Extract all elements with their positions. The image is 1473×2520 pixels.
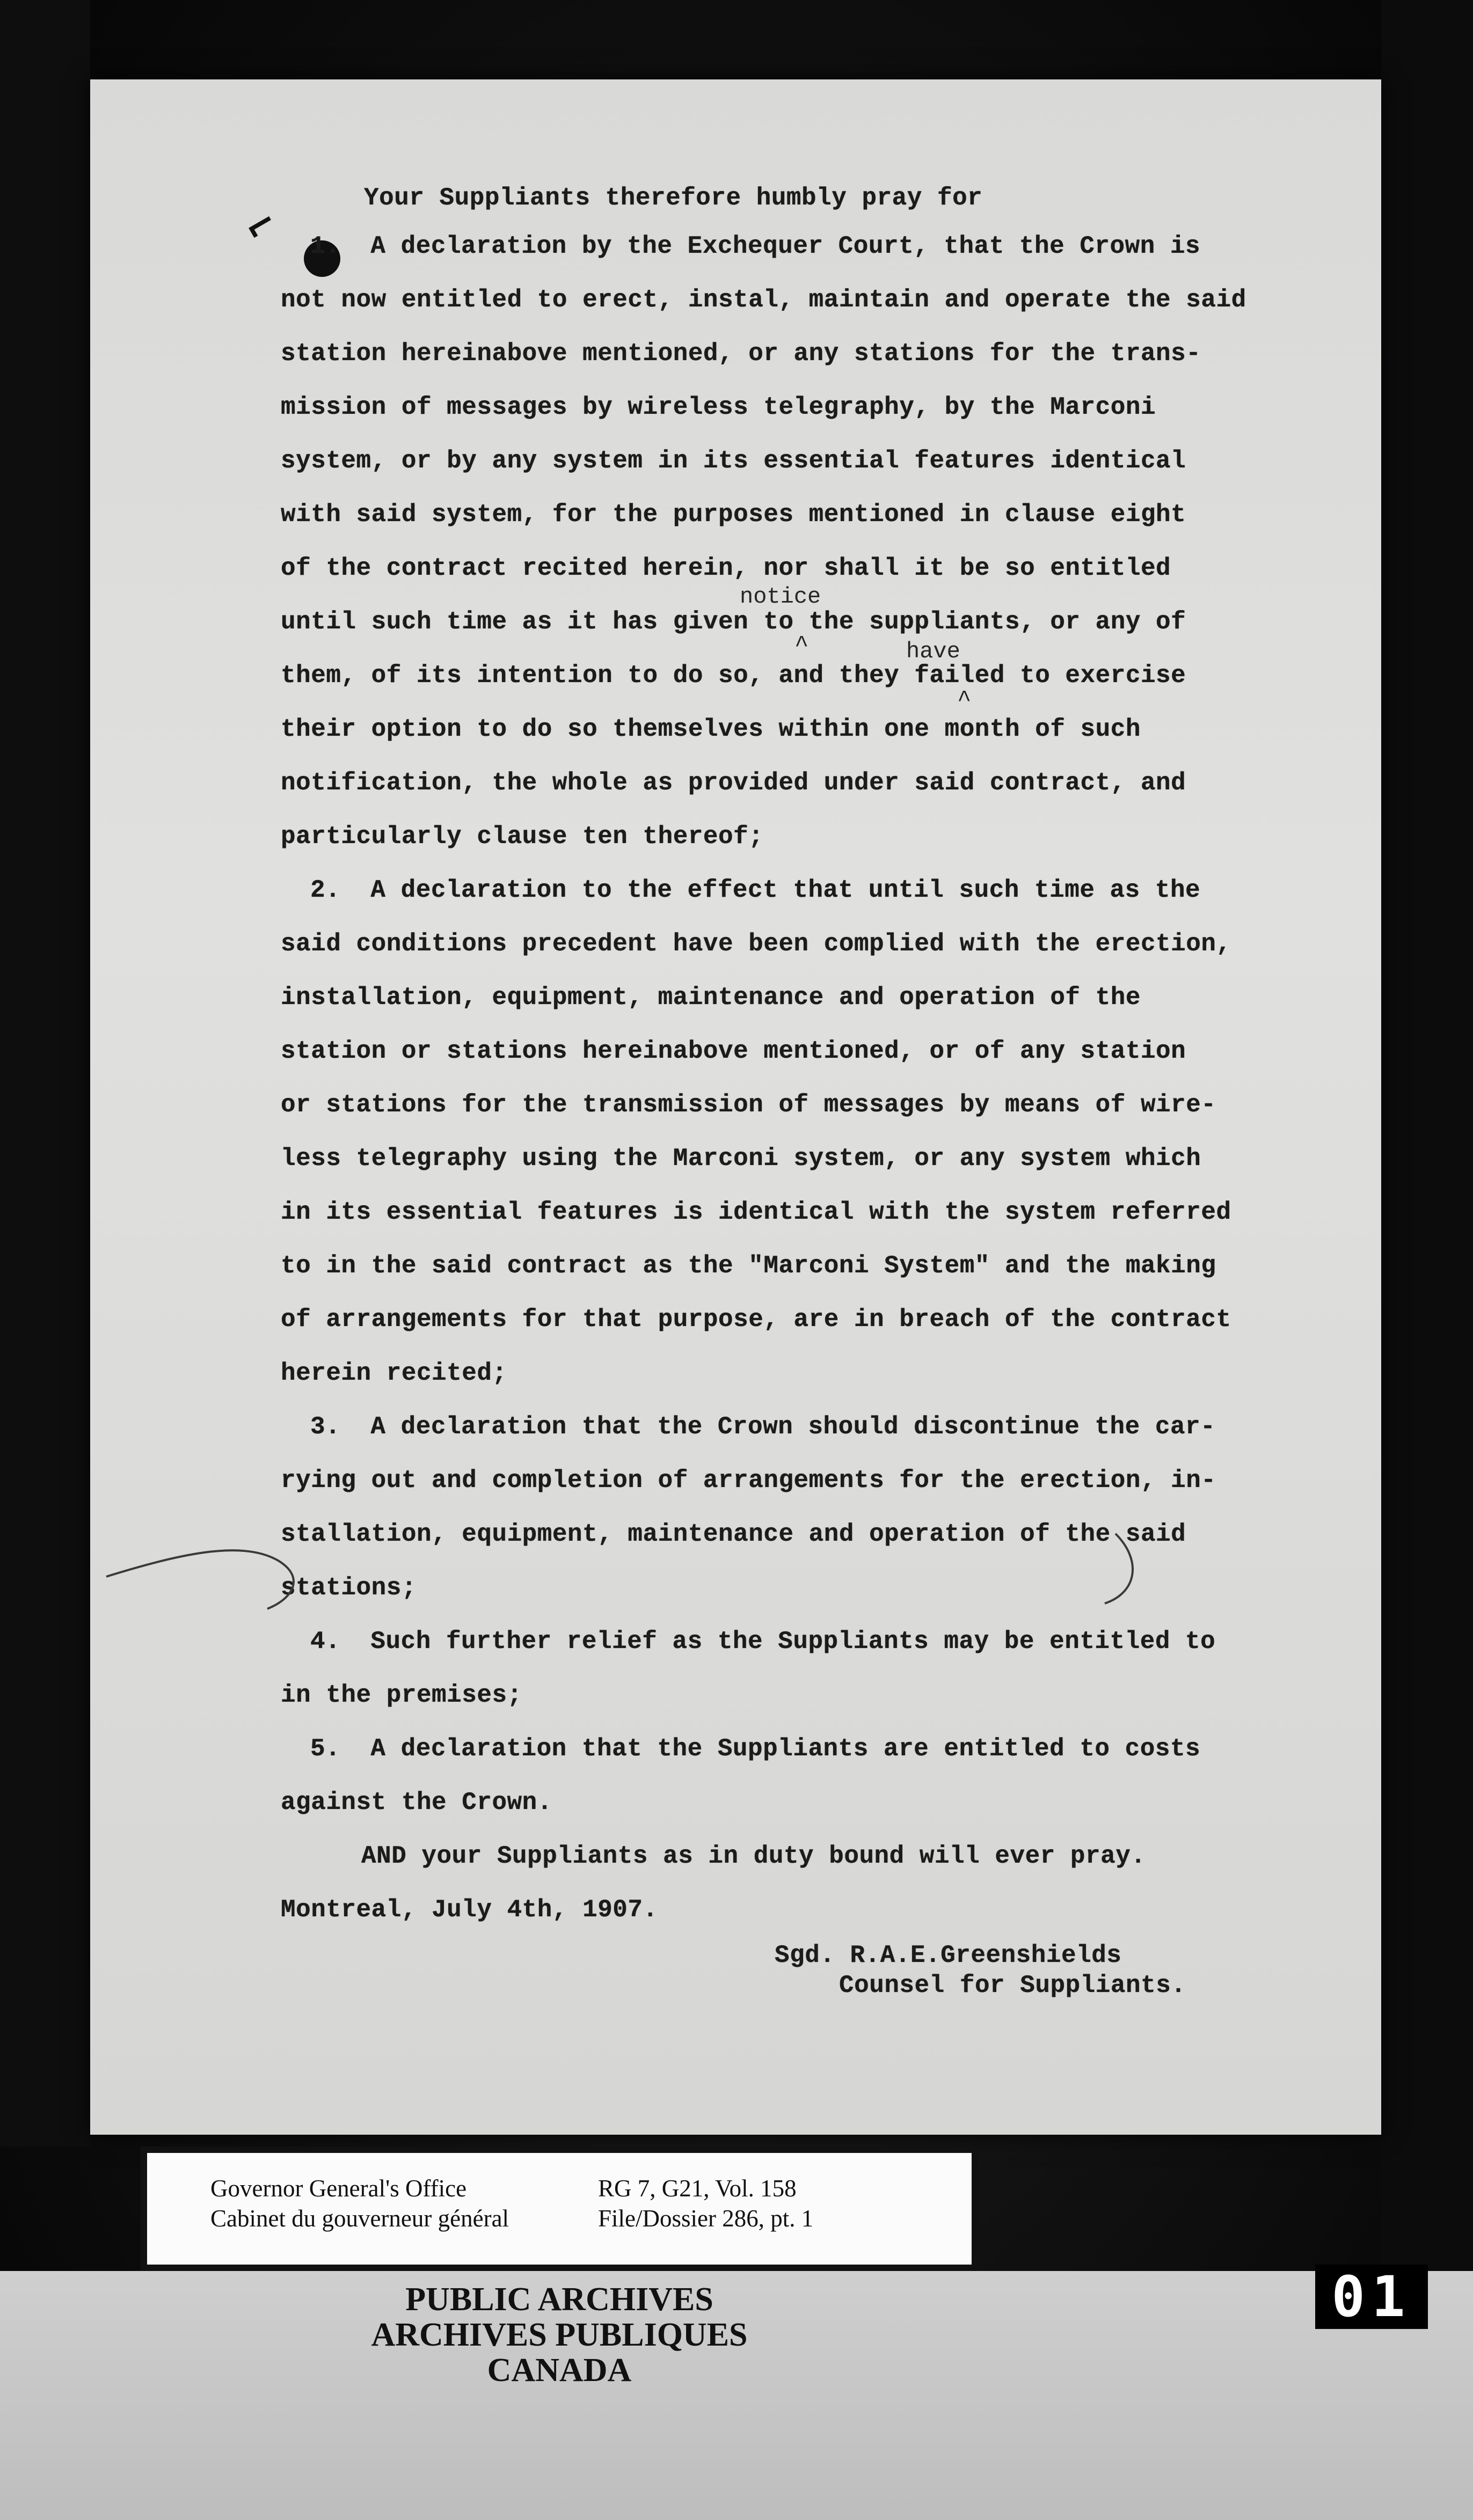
label-record-group: RG 7, G21, Vol. 158 — [598, 2175, 797, 2202]
paragraph-line: notification, the whole as provided under said contract, and — [281, 769, 1186, 797]
closing-line: AND your Suppliants as in duty bound will ever pray. — [361, 1842, 1146, 1870]
public-archives-stamp — [141, 2271, 978, 2443]
paragraph-line: 4. Such further relief as the Suppliants may be entitled to — [310, 1628, 1216, 1655]
caret-mark-icon: ^ — [794, 632, 809, 659]
paragraph-line: against the Crown. — [281, 1789, 552, 1816]
archives-line-en: PUBLIC ARCHIVES — [405, 2281, 713, 2318]
signature-title: Counsel for Suppliants. — [839, 1972, 1186, 1999]
frame-number: 01 — [1315, 2265, 1428, 2329]
paragraph-line: 3. A declaration that the Crown should discontinue the car- — [310, 1413, 1216, 1441]
paragraph-line: rying out and completion of arrangements for the erection, in- — [281, 1467, 1216, 1495]
paragraph-line: less telegraphy using the Marconi system, or any system which — [281, 1145, 1201, 1173]
paragraph-line: in the premises; — [281, 1681, 522, 1709]
document-sheet — [90, 79, 1381, 2135]
paragraph-line: mission of messages by wireless telegraphy, by the Marconi — [281, 393, 1156, 421]
paragraph-line: of the contract recited herein, nor shall it be so entitled — [281, 554, 1171, 582]
date-line: Montreal, July 4th, 1907. — [281, 1896, 658, 1924]
paragraph-line: or stations for the transmission of messages by means of wire- — [281, 1091, 1216, 1119]
caret-mark-icon: ^ — [957, 687, 972, 714]
paragraph-line: station hereinabove mentioned, or any stations for the trans- — [281, 340, 1201, 368]
paragraph-line: installation, equipment, maintenance and operation of the — [281, 984, 1141, 1012]
paragraph-line: said conditions precedent have been complied with the erection, — [281, 930, 1231, 958]
paragraph-line: 2. A declaration to the effect that until such time as the — [310, 876, 1201, 904]
paragraph-line: not now entitled to erect, instal, maintain and operate the said — [281, 286, 1246, 314]
annotation-notice: notice — [740, 584, 821, 610]
annotation-have: have — [906, 639, 960, 664]
corner-mark-icon: ⌐ — [236, 197, 286, 253]
paragraph-line: in its essential features is identical with the system referred — [281, 1198, 1231, 1226]
paragraph-line: 1. A declaration by the Exchequer Court, that the Crown is — [310, 232, 1201, 260]
paragraph-line: their option to do so themselves within one month of such — [281, 715, 1141, 743]
label-office-fr: Cabinet du gouverneur général — [210, 2205, 509, 2232]
label-office-en: Governor General's Office — [210, 2175, 467, 2202]
paragraph-line: of arrangements for that purpose, are in breach of the contract — [281, 1306, 1231, 1334]
film-edge-left — [0, 0, 90, 2147]
archive-label-card — [141, 2147, 978, 2271]
archives-line-fr: ARCHIVES PUBLIQUES — [371, 2317, 748, 2353]
paragraph-line: 5. A declaration that the Suppliants are entitled to costs — [310, 1735, 1201, 1763]
label-file-dossier: File/Dossier 286, pt. 1 — [598, 2205, 814, 2232]
paragraph-line: them, of its intention to do so, and they failed to exercise — [281, 662, 1186, 690]
paragraph-line: to in the said contract as the "Marconi System" and the making — [281, 1252, 1216, 1280]
paragraph-line: until such time as it has given to the suppliants, or any of — [281, 608, 1186, 636]
paragraph-line: particularly clause ten thereof; — [281, 823, 764, 851]
paragraph-line: stallation, equipment, maintenance and operation of the said — [281, 1520, 1186, 1548]
signature-name: Sgd. R.A.E.Greenshields — [775, 1942, 1122, 1969]
pencil-marks — [90, 79, 1381, 2135]
paragraph-line: station or stations hereinabove mentioned, or of any station — [281, 1037, 1186, 1065]
film-edge-right — [1381, 0, 1473, 2271]
paragraph-line: system, or by any system in its essential features identical — [281, 447, 1186, 475]
paragraph-line: herein recited; — [281, 1359, 507, 1387]
document-heading: Your Suppliants therefore humbly pray for — [364, 184, 983, 212]
archives-line-country: CANADA — [487, 2352, 632, 2389]
paragraph-line: stations; — [281, 1574, 417, 1602]
paragraph-line: with said system, for the purposes mentioned in clause eight — [281, 501, 1186, 529]
